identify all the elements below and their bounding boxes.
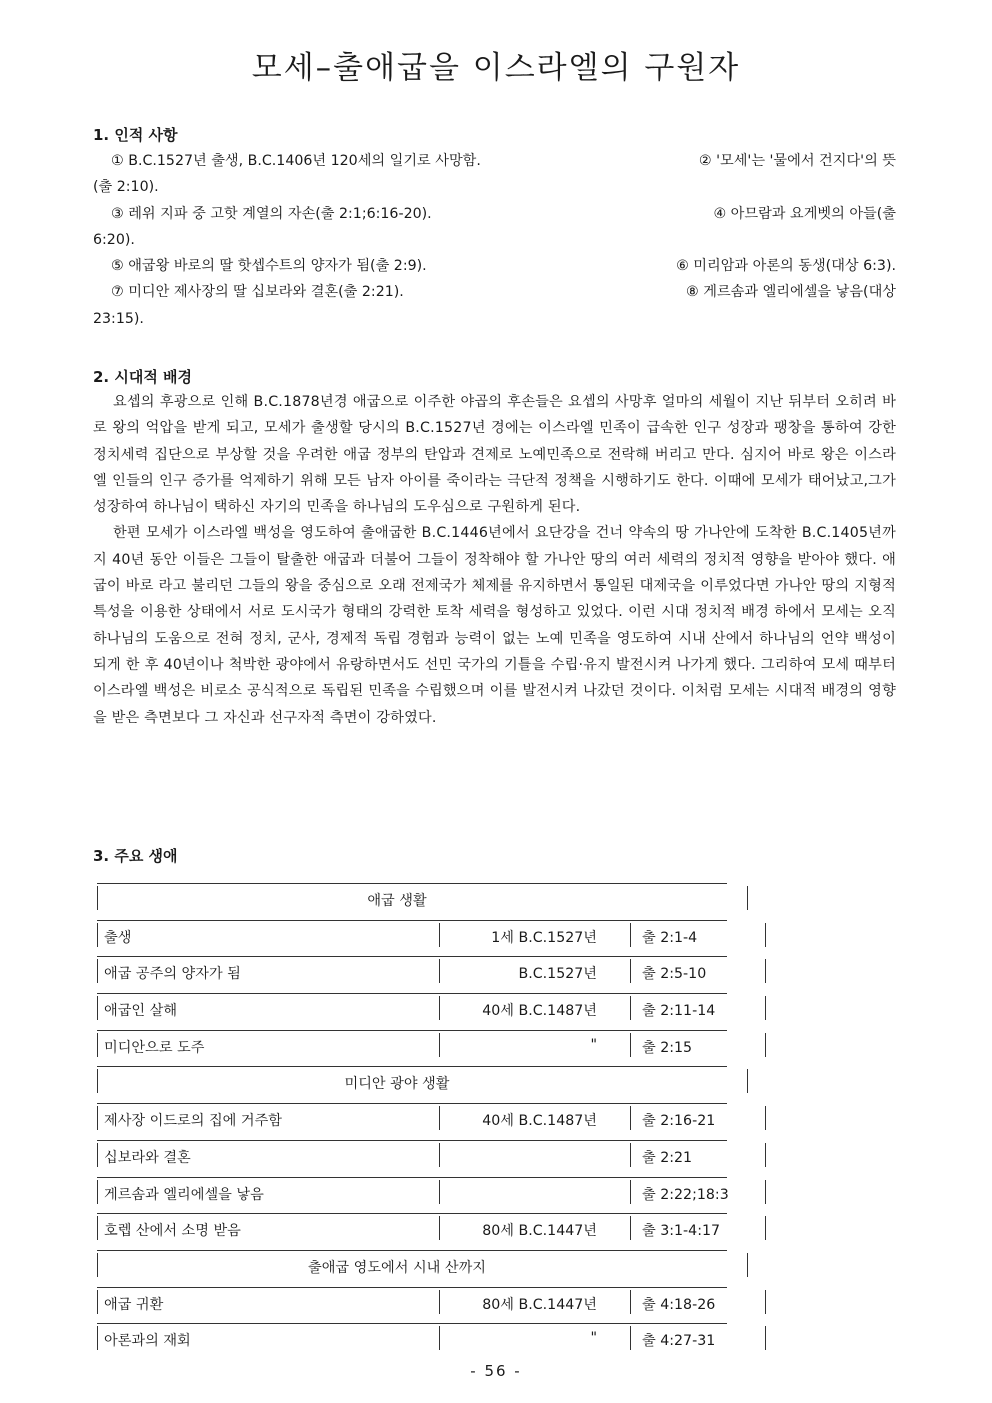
table-divider xyxy=(630,1290,631,1314)
table-rule xyxy=(97,1177,727,1178)
group-title: 미디안 광야 생활 xyxy=(344,1076,450,1093)
reference-cell: 출 2:11-14 xyxy=(642,1003,716,1020)
fact-continuation: (출 2:10). xyxy=(93,179,159,196)
table-divider xyxy=(747,1253,748,1277)
table-divider xyxy=(630,1326,631,1350)
table-divider xyxy=(765,996,766,1020)
table-divider xyxy=(439,1326,440,1350)
table-divider xyxy=(630,1216,631,1240)
table-divider xyxy=(97,923,98,947)
table-divider xyxy=(97,996,98,1020)
table-rule xyxy=(97,993,727,994)
event-cell: 십보라와 결혼 xyxy=(104,1149,191,1166)
fact-continuation: 23:15). xyxy=(93,310,144,327)
table-divider xyxy=(439,1180,440,1204)
section-heading-life: 3. 주요 생애 xyxy=(93,847,178,865)
fact-row xyxy=(93,279,896,305)
table-rule xyxy=(97,956,727,957)
section-heading-background: 2. 시대적 배경 xyxy=(93,368,193,386)
reference-cell: 출 2:1-4 xyxy=(642,929,698,946)
fact-left: ① B.C.1527년 출생, B.C.1406년 120세의 일기로 사망함. xyxy=(111,153,481,169)
table-row xyxy=(97,990,777,1027)
table-rule xyxy=(97,1213,727,1214)
fact-continuation: 6:20). xyxy=(93,231,135,248)
table-divider xyxy=(765,1326,766,1350)
table-rule xyxy=(97,1066,727,1067)
table-rule xyxy=(97,1030,727,1031)
table-row xyxy=(97,1320,777,1357)
event-cell: 애굽 공주의 양자가 됨 xyxy=(104,966,241,983)
fact-right: ④ 아므람과 요게벳의 아들(출 xyxy=(713,205,896,222)
event-cell: 애굽 귀환 xyxy=(104,1296,164,1313)
reference-cell: 출 2:5-10 xyxy=(642,966,707,983)
table-rule xyxy=(97,1103,727,1104)
fact-left: ⑦ 미디안 제사장의 딸 십보라와 결혼(출 2:21). xyxy=(111,284,404,301)
reference-cell: 출 2:16-21 xyxy=(642,1113,716,1130)
table-divider xyxy=(765,1143,766,1167)
table-divider xyxy=(439,1290,440,1314)
reference-cell: 출 4:18-26 xyxy=(642,1296,716,1313)
table-divider xyxy=(765,959,766,983)
table-divider xyxy=(765,923,766,947)
table-row xyxy=(97,1174,777,1211)
date-cell: 40세 B.C.1487년 xyxy=(482,1003,597,1020)
fact-right: ② '모세'는 '물에서 건지다'의 뜻 xyxy=(698,153,896,169)
table-row xyxy=(97,1210,777,1247)
date-cell: " xyxy=(590,1036,597,1053)
reference-cell: 출 3:1-4:17 xyxy=(642,1223,721,1240)
table-divider xyxy=(630,996,631,1020)
table-divider xyxy=(439,1033,440,1057)
table-divider xyxy=(97,1180,98,1204)
background-paragraph-1: 요셉의 후광으로 인해 B.C.1878년경 애굽으로 이주한 야곱의 후손들은 요셉의 사망후 얼마의 세월이 지난 뒤부터 오히려 바로 왕의 억압을 받게 되고, 모세가 출생할 당시의 B.C.1527년 경에는 이스라엘 민족이 급속한 인구 성장과 팽창을 통하여 강한 정치세력 집단으로 부상할 것을 우려한 애굽 정부의 탄압과 견제로 노예민족으로 전락해 버리고 만다. 심지어 바로 왕은 이스라엘 인들의 인구 증가를 억제하기 위해 모든 남자 아이를 죽이라는 극단적 정책을 시행하기도 한다. 이때에 모세가 태어났고,그가 성장하여 하나님이 택하신 자기의 민족을 하나님의 도우심으로 구원하게 된다. xyxy=(93,394,896,516)
table-rule xyxy=(97,883,727,884)
date-cell: 80세 B.C.1447년 xyxy=(482,1296,597,1313)
event-cell: 애굽인 살해 xyxy=(104,1003,178,1020)
event-cell: 아론과의 재회 xyxy=(104,1333,191,1350)
table-divider xyxy=(439,959,440,983)
event-cell: 게르솜과 엘리에셀을 낳음 xyxy=(104,1186,264,1203)
table-divider xyxy=(630,1180,631,1204)
table-divider xyxy=(765,1033,766,1057)
date-cell: 80세 B.C.1447년 xyxy=(482,1223,597,1240)
background-text xyxy=(93,389,896,731)
date-cell: 1세 B.C.1527년 xyxy=(491,929,597,946)
table-divider xyxy=(765,1180,766,1204)
page-title: 모세–출애굽을 이스라엘의 구원자 xyxy=(251,50,741,86)
table-divider xyxy=(630,959,631,983)
table-divider xyxy=(439,1216,440,1240)
table-rule xyxy=(97,1250,727,1251)
table-row xyxy=(97,917,777,954)
table-divider xyxy=(630,923,631,947)
date-cell: " xyxy=(590,1330,597,1347)
table-divider xyxy=(747,886,748,910)
table-rule xyxy=(97,1287,727,1288)
table-divider xyxy=(439,1106,440,1130)
event-cell: 미디안으로 도주 xyxy=(104,1039,205,1056)
table-row xyxy=(97,1284,777,1321)
table-divider xyxy=(97,1290,98,1314)
event-cell: 호렙 산에서 소명 받음 xyxy=(104,1223,241,1240)
fact-right: ⑥ 미리암과 아론의 동생(대상 6:3). xyxy=(676,258,896,275)
fact-row xyxy=(93,253,896,279)
life-events-table xyxy=(97,880,777,1357)
table-row xyxy=(97,1027,777,1064)
table-divider xyxy=(630,1033,631,1057)
group-title: 출애굽 영도에서 시내 산까지 xyxy=(308,1259,486,1276)
table-divider xyxy=(765,1290,766,1314)
table-row xyxy=(97,1137,777,1174)
table-row xyxy=(97,953,777,990)
table-divider xyxy=(765,1216,766,1240)
reference-cell: 출 2:15 xyxy=(642,1039,693,1056)
table-divider xyxy=(439,1143,440,1167)
table-divider xyxy=(439,923,440,947)
table-group-header xyxy=(97,880,777,917)
table-divider xyxy=(97,1326,98,1350)
personal-facts-list xyxy=(93,148,896,332)
table-divider xyxy=(97,1033,98,1057)
table-divider xyxy=(97,1106,98,1130)
group-title: 애굽 생활 xyxy=(367,893,427,909)
reference-cell: 출 4:27-31 xyxy=(642,1333,716,1350)
fact-row xyxy=(93,201,896,227)
page-number: - 56 - xyxy=(470,1362,522,1380)
event-cell: 제사장 이드로의 집에 거주함 xyxy=(104,1113,282,1130)
table-divider xyxy=(747,1069,748,1093)
section-heading-personal: 1. 인적 사항 xyxy=(93,126,178,144)
table-row xyxy=(97,1100,777,1137)
table-divider xyxy=(630,1143,631,1167)
reference-cell: 출 2:21 xyxy=(642,1149,693,1166)
table-rule xyxy=(97,1323,727,1324)
table-group-header xyxy=(97,1063,777,1100)
table-divider xyxy=(97,1216,98,1240)
table-divider xyxy=(97,959,98,983)
table-rule xyxy=(97,920,727,921)
fact-row xyxy=(93,148,896,174)
table-rule xyxy=(97,1140,727,1141)
background-paragraph-2: 한편 모세가 이스라엘 백성을 영도하여 출애굽한 B.C.1446년에서 요단강을 건너 약속의 땅 가나안에 도착한 B.C.1405년까지 40년 동안 이들은 그들이 탈출한 애굽과 더불어 그들이 정착해야 할 가나안 땅의 여러 세력의 정치적 영향을 받아야 했다. 애굽이 바로 라고 불리던 그들의 왕을 중심으로 오래 전제국가 체제를 유지하면서 통일된 대제국을 이루었다면 가나안 땅의 지형적 특성을 이용한 상태에서 서로 도시국가 형태의 강력한 토착 세력을 형성하고 있었다. 이런 시대 정치적 배경 하에서 모세는 오직 하나님의 도움으로 전혀 정치, 군사, 경제적 독립 경험과 능력이 없는 노예 민족을 영도하여 시내 산에서 하나님의 언약 백성이 되게 한 후 40년이나 척박한 광야에서 유랑하면서도 선민 국가의 기틀을 수립·유지 발전시켜 나가게 했다. 그리하여 모세 때부터 이스라엘 백성은 비로소 공식적으로 독립된 민족을 수립했으며 이를 발전시켜 나갔던 것이다. 이처럼 모세는 시대적 배경의 영향을 받은 측면보다 그 자신과 선구자적 측면이 강하였다. xyxy=(93,525,896,726)
date-cell: B.C.1527년 xyxy=(518,966,597,983)
table-divider xyxy=(630,1106,631,1130)
table-divider xyxy=(765,1106,766,1130)
reference-cell: 출 2:22;18:3 xyxy=(642,1186,729,1203)
date-cell: 40세 B.C.1487년 xyxy=(482,1113,597,1130)
table-group-header xyxy=(97,1247,777,1284)
fact-left: ⑤ 애굽왕 바로의 딸 핫셉수트의 양자가 됨(출 2:9). xyxy=(111,258,427,275)
table-divider xyxy=(97,1143,98,1167)
table-divider xyxy=(439,996,440,1020)
fact-right: ⑧ 게르솜과 엘리에셀을 낳음(대상 xyxy=(686,284,896,301)
fact-left: ③ 레위 지파 중 고핫 계열의 자손(출 2:1;6:16-20). xyxy=(111,205,432,222)
event-cell: 출생 xyxy=(104,929,132,946)
